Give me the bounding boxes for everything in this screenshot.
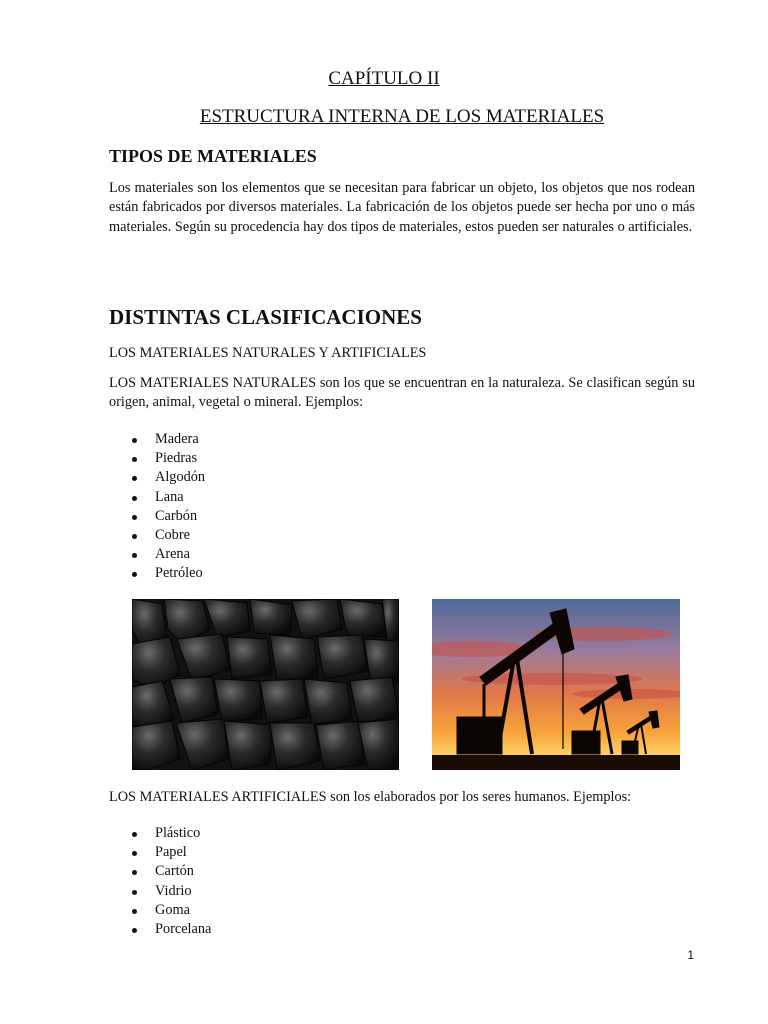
list-item: Algodón [128, 468, 205, 487]
list-item: Goma [128, 901, 211, 920]
chapter-title: CAPÍTULO II [328, 68, 440, 89]
bullet-icon [132, 515, 137, 520]
coal-image [132, 599, 399, 770]
artificiales-list [128, 824, 211, 939]
chapter-subtitle: ESTRUCTURA INTERNA DE LOS MATERIALES [199, 106, 605, 127]
bullet-icon [132, 928, 137, 933]
bullet-icon [132, 438, 137, 443]
artificiales-paragraph: LOS MATERIALES ARTIFICIALES son los elaborados por los seres humanos. Ejemplos: [109, 789, 632, 805]
bullet-icon [132, 572, 137, 577]
bullet-icon [132, 457, 137, 462]
list-item: Vidrio [128, 882, 211, 901]
naturales-paragraph: LOS MATERIALES NATURALES son los que se encuentran en la naturaleza. Se clasifican según su origen, animal, vegetal o mineral. Ejemplos: [109, 375, 695, 411]
list-item: Piedras [128, 449, 205, 468]
bullet-icon [132, 832, 137, 837]
bullet-icon [132, 909, 137, 914]
bullet-icon [132, 496, 137, 501]
list-item: Porcelana [128, 920, 211, 939]
page-number: 1 [687, 948, 694, 962]
bullet-icon [132, 890, 137, 895]
bullet-icon [132, 534, 137, 539]
intro-paragraph: Los materiales son los elementos que se necesitan para fabricar un objeto, los objetos que nos rodean están fabricados por diversos materiales. La fabricación de los objetos puede ser hecha por uno o más materiales. Según su procedencia hay dos tipos de materiales, estos pueden ser naturales o artificiales. [109, 180, 695, 235]
bullet-icon [132, 851, 137, 856]
bullet-icon [132, 870, 137, 875]
list-item: Cobre [128, 526, 205, 545]
section-heading-tipos: TIPOS DE MATERIALES [109, 146, 317, 166]
bullet-icon [132, 476, 137, 481]
subsection-heading: LOS MATERIALES NATURALES Y ARTIFICIALES [109, 345, 427, 361]
list-item: Cartón [128, 862, 211, 881]
naturales-list [128, 430, 205, 584]
list-item: Plástico [128, 824, 211, 843]
list-item: Arena [128, 545, 205, 564]
list-item: Papel [128, 843, 211, 862]
list-item: Carbón [128, 507, 205, 526]
oil-pumps-image [432, 599, 680, 770]
bullet-icon [132, 553, 137, 558]
list-item: Madera [128, 430, 205, 449]
section-heading-clasificaciones: DISTINTAS CLASIFICACIONES [109, 305, 422, 329]
list-item: Petróleo [128, 564, 205, 583]
list-item: Lana [128, 488, 205, 507]
